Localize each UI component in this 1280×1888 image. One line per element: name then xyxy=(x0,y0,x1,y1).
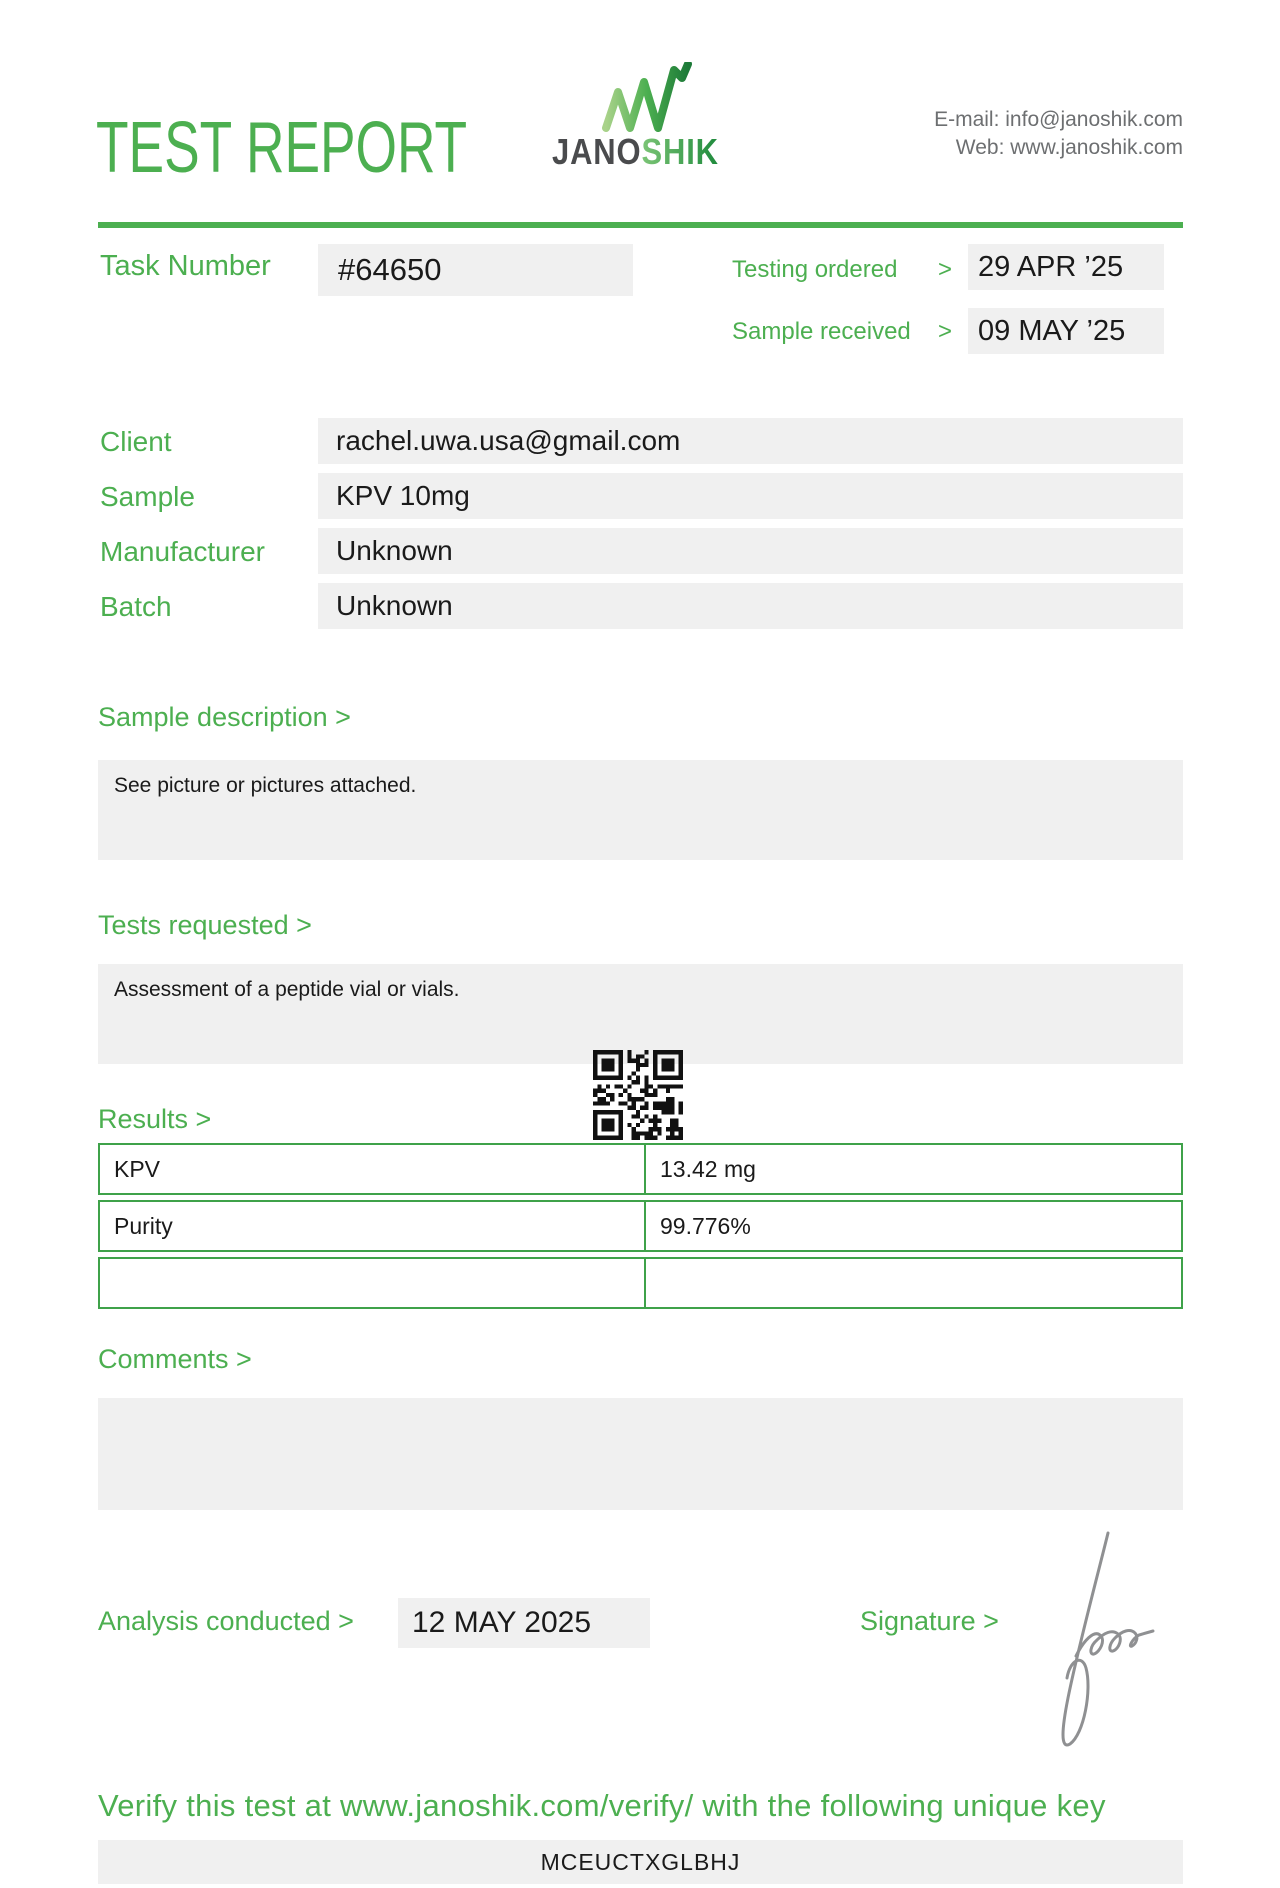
task-number-value: #64650 xyxy=(338,252,442,287)
result-value: 13.42 mg xyxy=(660,1156,756,1182)
growth-chart-icon xyxy=(600,62,700,132)
sample-description-heading: Sample description > xyxy=(98,702,351,732)
result-name: KPV xyxy=(100,1145,646,1193)
testing-ordered-value-box xyxy=(968,244,1164,290)
table-row xyxy=(98,1143,1183,1195)
batch-value: Unknown xyxy=(336,590,453,621)
batch-value-box xyxy=(318,583,1183,629)
sample-received-value-box xyxy=(968,308,1164,354)
sample-description-box xyxy=(98,760,1183,860)
manufacturer-value: Unknown xyxy=(336,535,453,566)
sample-received-value: 09 MAY ’25 xyxy=(978,315,1126,347)
batch-label: Batch xyxy=(100,591,172,622)
analysis-date-box xyxy=(398,1598,650,1648)
page-title: TEST REPORT xyxy=(96,108,468,188)
verify-instruction: Verify this test at www.janoshik.com/verify/ with the following unique key xyxy=(98,1788,1106,1823)
sample-value: KPV 10mg xyxy=(336,480,470,511)
comments-box xyxy=(98,1398,1183,1510)
testing-ordered-arrow: > xyxy=(938,256,953,283)
tests-requested-heading: Tests requested > xyxy=(98,910,312,940)
manufacturer-label: Manufacturer xyxy=(100,536,265,567)
table-row xyxy=(98,1200,1183,1252)
analysis-date-value: 12 MAY 2025 xyxy=(412,1606,592,1639)
qr-code xyxy=(593,1050,683,1140)
unique-key-box xyxy=(98,1840,1183,1884)
tests-requested-box xyxy=(98,964,1183,1064)
logo-text-primary: JANO xyxy=(552,131,642,172)
contact-web: Web: www.janoshik.com xyxy=(955,136,1183,159)
sample-received-arrow: > xyxy=(938,318,953,345)
contact-email: E-mail: info@janoshik.com xyxy=(934,108,1183,131)
signature-label: Signature > xyxy=(860,1606,999,1636)
result-value: 99.776% xyxy=(660,1213,751,1239)
contact-block xyxy=(934,106,1183,162)
logo-text-secondary: SHIK xyxy=(641,131,719,172)
comments-heading: Comments > xyxy=(98,1344,252,1374)
table-row xyxy=(98,1257,1183,1309)
handwritten-signature xyxy=(1020,1528,1180,1763)
result-name: Purity xyxy=(100,1202,646,1250)
janoshik-logo xyxy=(552,60,752,172)
client-value-box xyxy=(318,418,1183,464)
results-table xyxy=(98,1143,1183,1314)
tests-requested-text: Assessment of a peptide vial or vials. xyxy=(114,978,460,1001)
testing-ordered-value: 29 APR ’25 xyxy=(978,251,1124,283)
sample-value-box xyxy=(318,473,1183,519)
sample-received-label: Sample received xyxy=(732,318,911,345)
manufacturer-value-box xyxy=(318,528,1183,574)
comments-text xyxy=(98,1398,1183,1412)
task-number-label: Task Number xyxy=(100,250,271,282)
client-label: Client xyxy=(100,426,172,457)
results-heading: Results > xyxy=(98,1104,212,1134)
testing-ordered-label: Testing ordered xyxy=(732,256,898,283)
logo-wordmark xyxy=(552,131,719,172)
unique-key-value: MCEUCTXGLBHJ xyxy=(540,1849,741,1875)
sample-description-text: See picture or pictures attached. xyxy=(114,774,417,797)
sample-label: Sample xyxy=(100,481,195,512)
result-name xyxy=(100,1259,646,1307)
header-divider xyxy=(98,222,1183,228)
client-value: rachel.uwa.usa@gmail.com xyxy=(336,425,681,456)
result-value xyxy=(646,1259,1181,1307)
task-number-value-box xyxy=(318,244,633,296)
analysis-conducted-label: Analysis conducted > xyxy=(98,1606,354,1636)
